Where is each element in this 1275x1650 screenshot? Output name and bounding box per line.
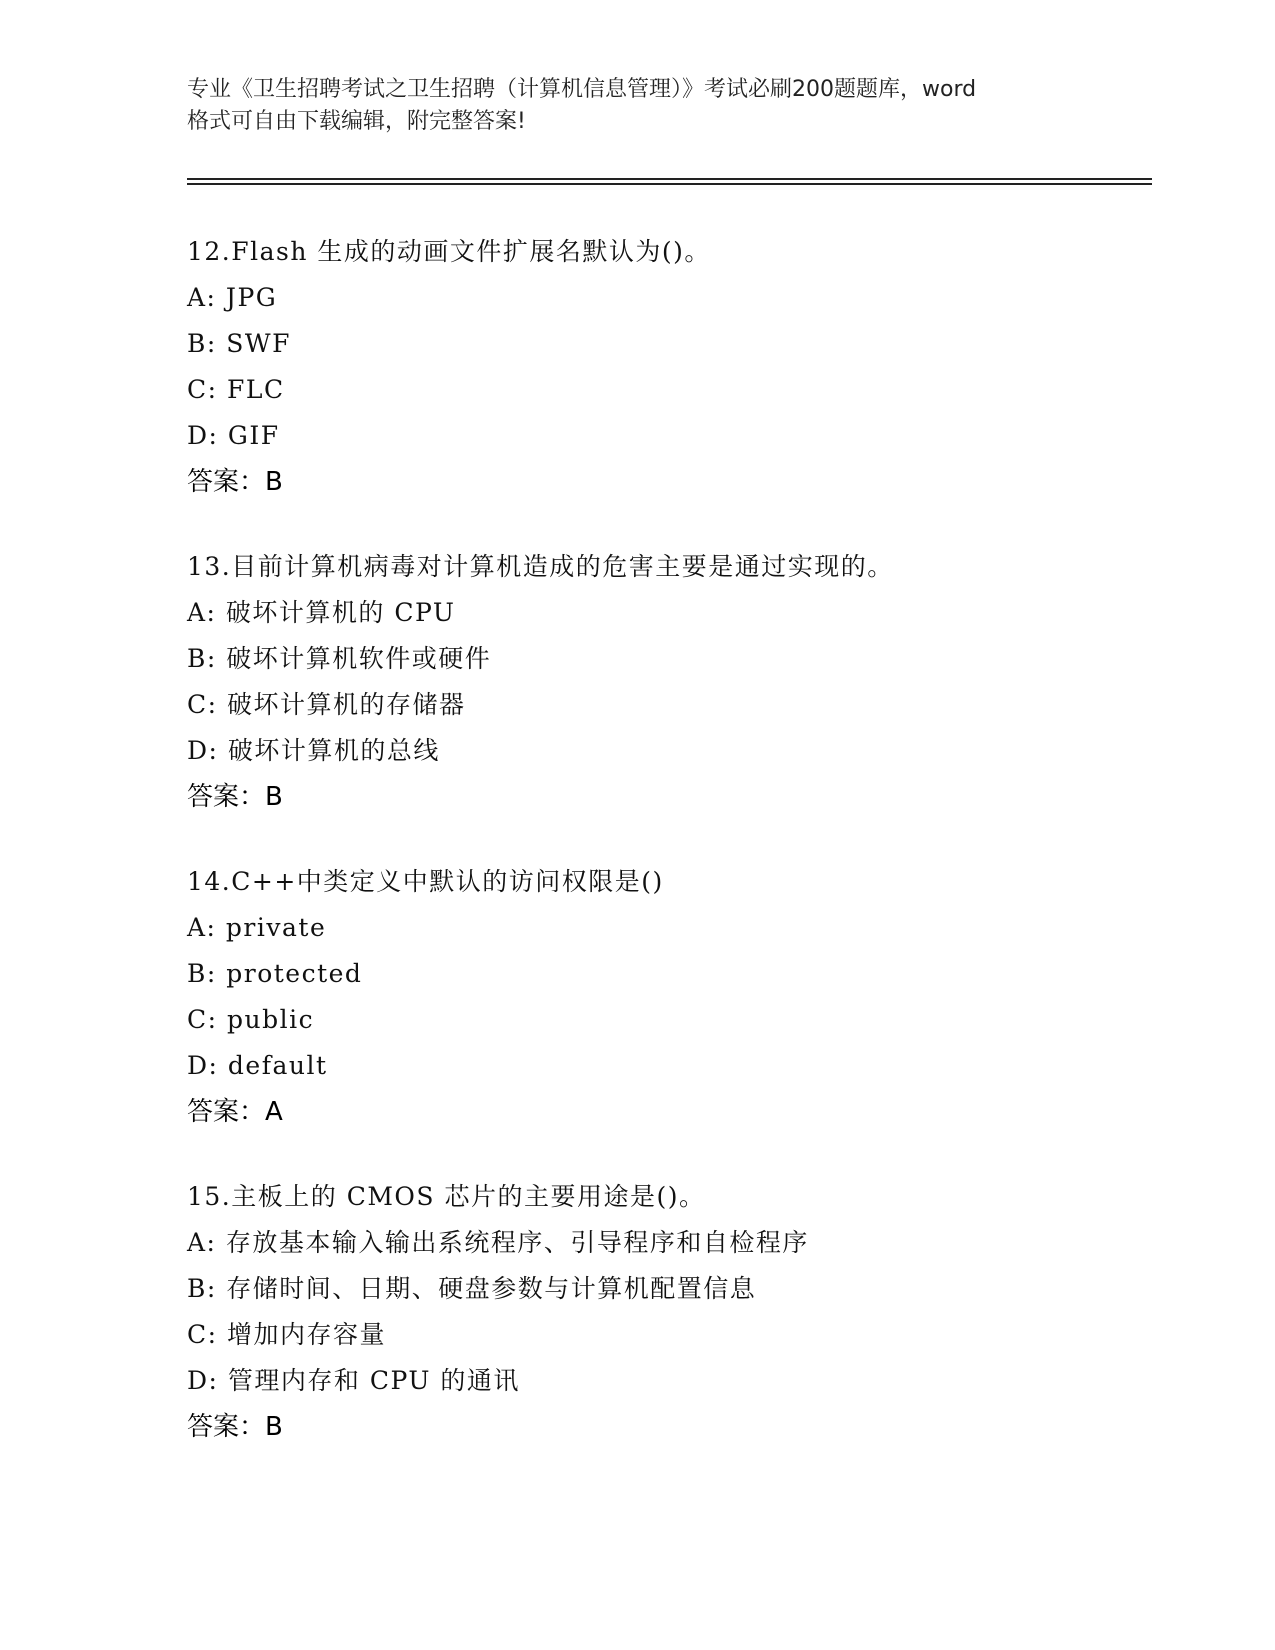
header-divider-top xyxy=(187,178,1152,180)
option-d: D: 管理内存和 CPU 的通讯 xyxy=(187,1366,520,1395)
question-13 xyxy=(187,544,1187,820)
question-text: 13.目前计算机病毒对计算机造成的危害主要是通过实现的。 xyxy=(187,552,894,581)
option-c: C: FLC xyxy=(187,375,285,404)
question-12 xyxy=(187,229,1187,505)
answer: 答案：A xyxy=(187,1097,283,1127)
question-text: 14.C++中类定义中默认的访问权限是() xyxy=(187,867,664,896)
option-a: A: 破坏计算机的 CPU xyxy=(187,598,456,627)
option-d: D: 破坏计算机的总线 xyxy=(187,736,440,765)
header-divider-bottom xyxy=(187,183,1152,185)
option-b: B: 破坏计算机软件或硬件 xyxy=(187,644,492,673)
option-c: C: public xyxy=(187,1005,315,1034)
option-d: D: default xyxy=(187,1051,328,1080)
header-line-1: 专业《卫生招聘考试之卫生招聘（计算机信息管理）》考试必刷200题题库，word xyxy=(187,77,977,102)
header-line-2: 格式可自由下载编辑，附完整答案! xyxy=(187,109,526,134)
answer: 答案：B xyxy=(187,467,283,497)
option-b: B: 存储时间、日期、硬盘参数与计算机配置信息 xyxy=(187,1274,757,1303)
option-c: C: 增加内存容量 xyxy=(187,1320,386,1349)
document-header xyxy=(187,74,1107,138)
option-a: A: JPG xyxy=(187,283,278,312)
question-text: 12.Flash 生成的动画文件扩展名默认为()。 xyxy=(187,237,711,266)
option-a: A: 存放基本输入输出系统程序、引导程序和自检程序 xyxy=(187,1228,809,1257)
answer: 答案：B xyxy=(187,1412,283,1442)
option-b: B: SWF xyxy=(187,329,291,358)
option-c: C: 破坏计算机的存储器 xyxy=(187,690,466,719)
question-15 xyxy=(187,1174,1187,1450)
question-text: 15.主板上的 CMOS 芯片的主要用途是()。 xyxy=(187,1182,706,1211)
option-b: B: protected xyxy=(187,959,363,988)
question-14 xyxy=(187,859,1187,1135)
option-a: A: private xyxy=(187,913,327,942)
answer: 答案：B xyxy=(187,782,283,812)
option-d: D: GIF xyxy=(187,421,280,450)
